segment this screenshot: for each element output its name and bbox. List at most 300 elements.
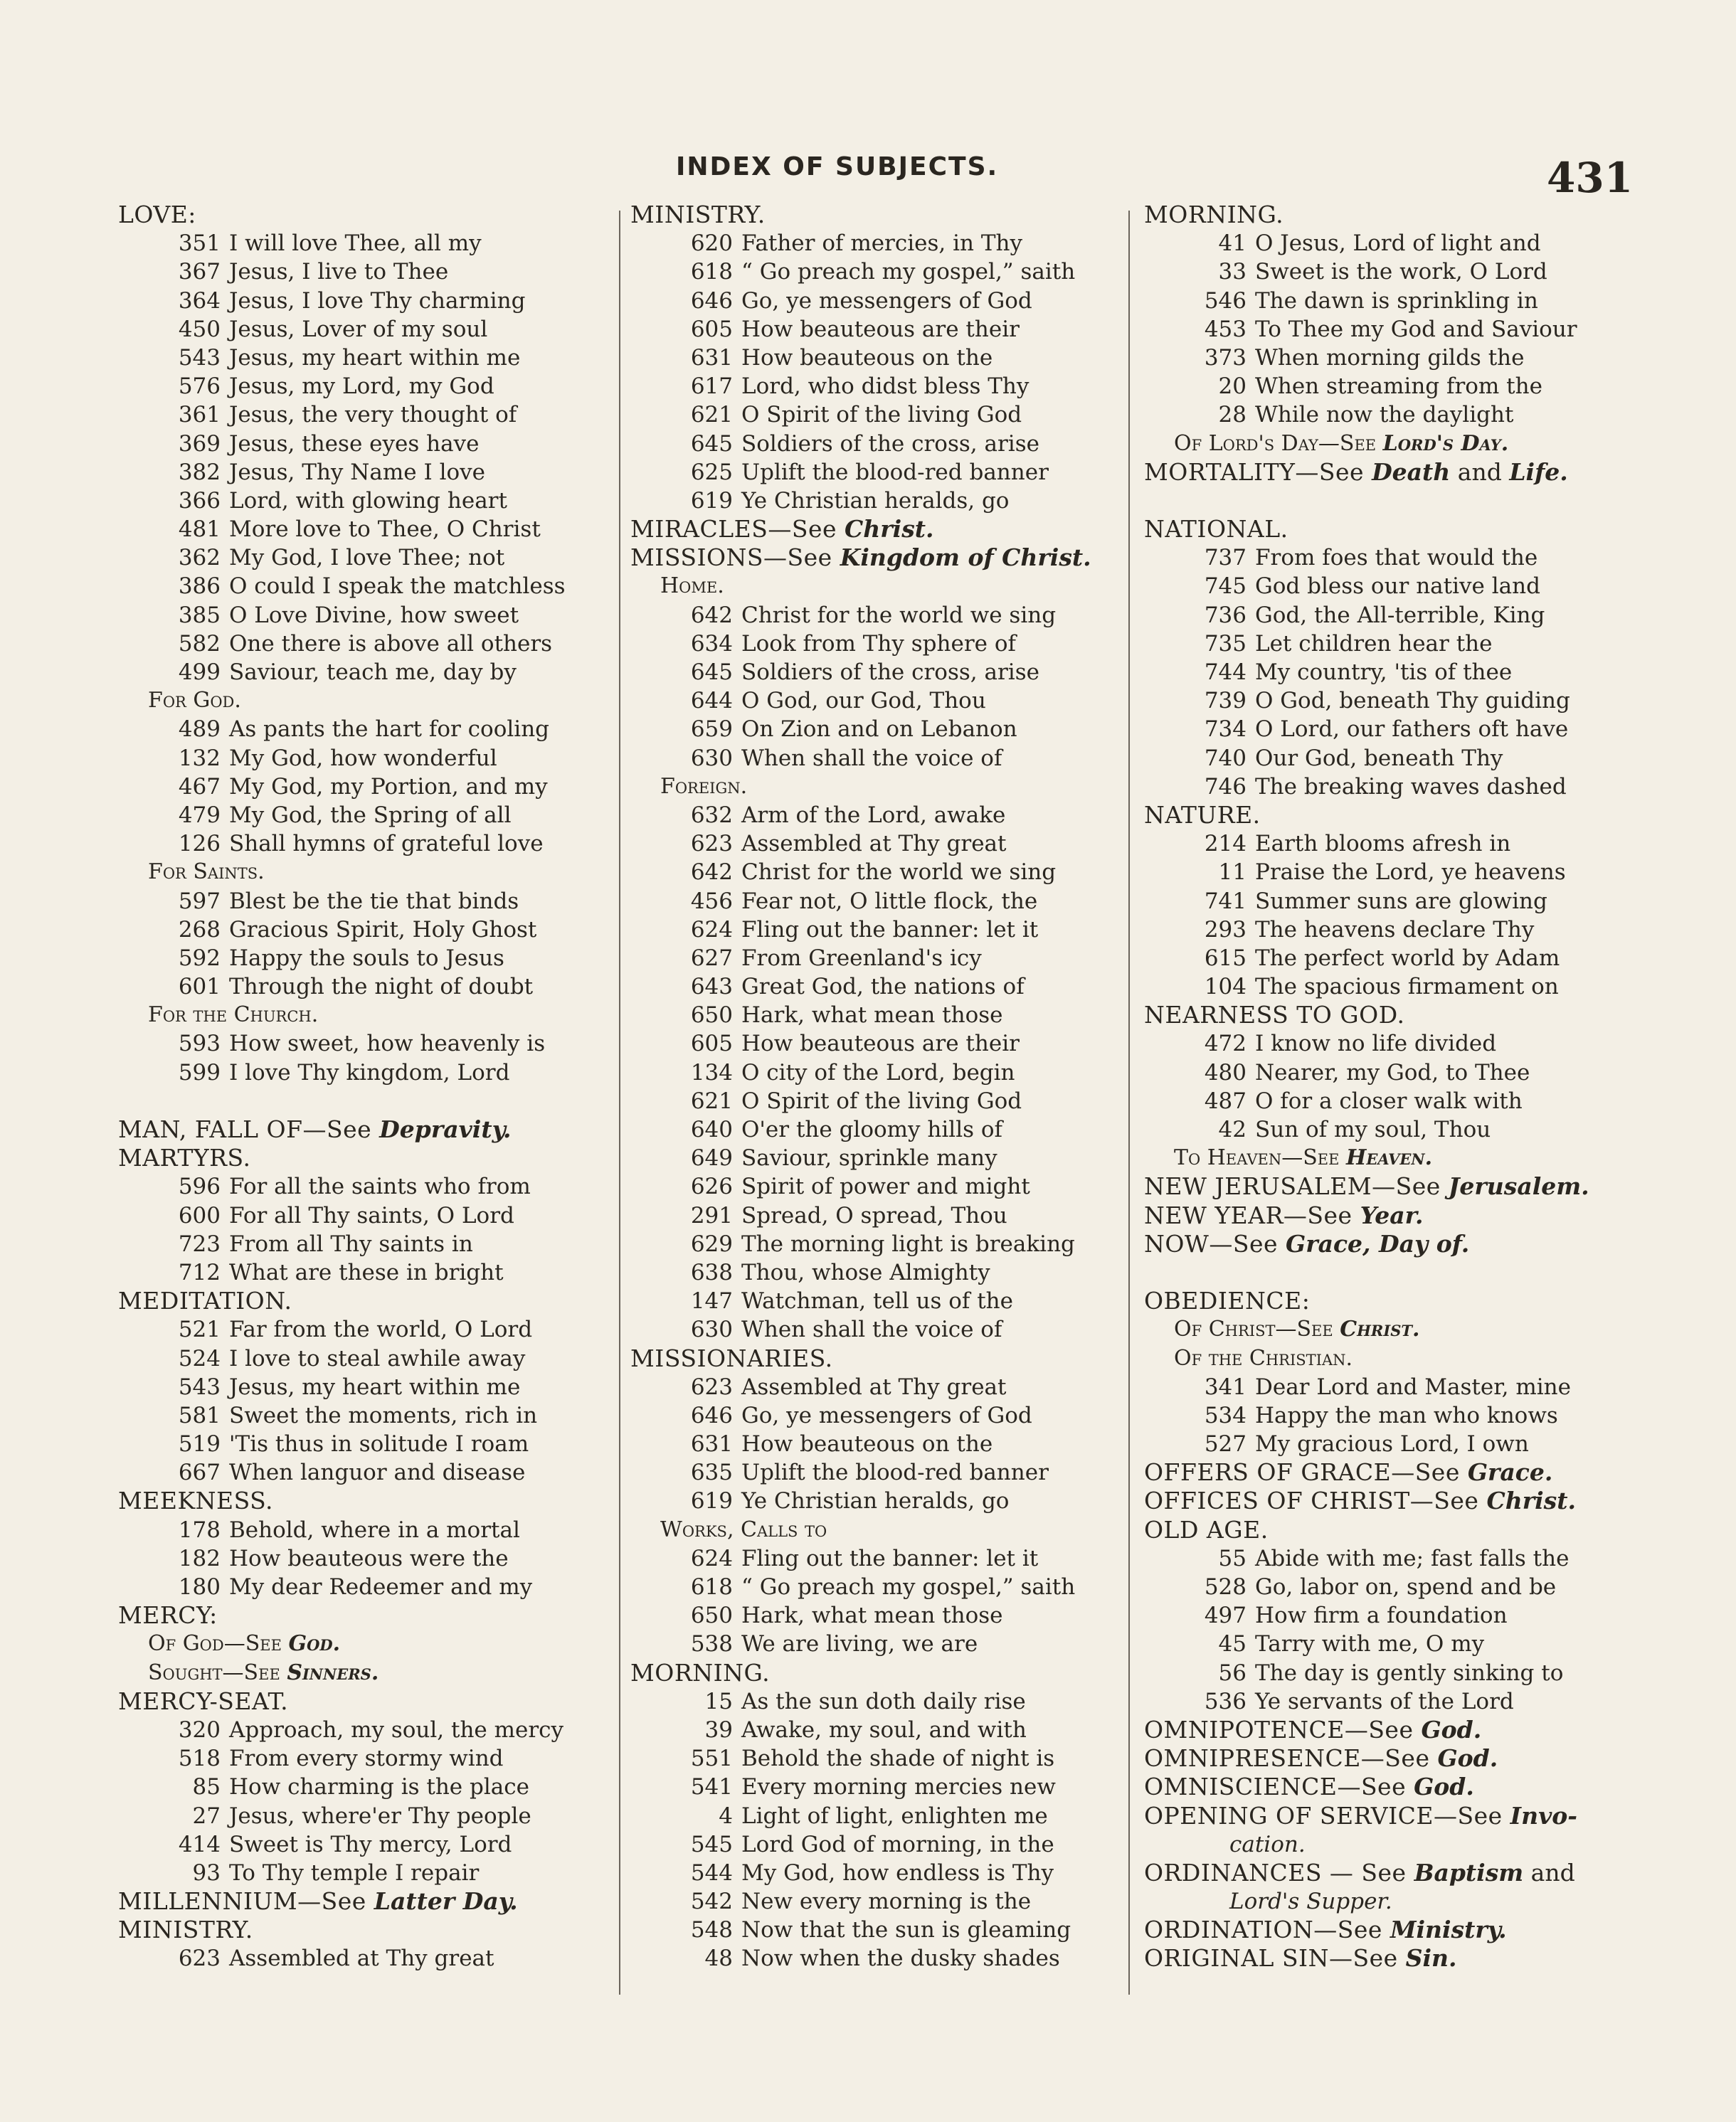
hymn-first-line: Jesus, my Lord, my God — [229, 373, 494, 400]
index-entry — [118, 601, 616, 630]
subject-heading — [118, 201, 616, 229]
hymn-number: 487 — [1204, 1088, 1247, 1114]
subject-label: MAN, FALL OF—See — [118, 1115, 380, 1143]
hymn-number: 659 — [690, 716, 733, 743]
index-entry — [630, 1059, 1128, 1087]
hymn-first-line: Sweet is Thy mercy, Lord — [229, 1831, 512, 1857]
spacer — [118, 1087, 616, 1115]
hymn-number: 741 — [1204, 888, 1247, 914]
hymn-number: 644 — [690, 688, 733, 714]
subject-heading — [1144, 1287, 1656, 1315]
hymn-first-line: My God, how wonderful — [229, 745, 497, 771]
hymn-first-line: O God, beneath Thy guiding — [1255, 688, 1570, 714]
index-entry — [630, 1315, 1128, 1344]
hymn-first-line: O Love Divine, how sweet — [229, 602, 519, 628]
index-entry — [118, 887, 616, 916]
hymn-first-line: Watchman, tell us of the — [741, 1288, 1013, 1315]
subheading — [118, 686, 616, 715]
index-entry — [118, 1516, 616, 1544]
hymn-first-line: Now when the dusky shades — [741, 1946, 1060, 1972]
hymn-number: 85 — [192, 1774, 221, 1800]
hymn-number: 27 — [192, 1803, 221, 1829]
hymn-first-line: Fling out the banner: let it — [741, 916, 1039, 943]
cross-reference-target: Kingdom of Christ. — [840, 543, 1091, 572]
hymn-first-line: Lord, with glowing heart — [229, 487, 507, 514]
cross-reference-joiner: and — [1450, 457, 1510, 486]
hymn-number: 619 — [690, 487, 733, 514]
hymn-first-line: While now the daylight — [1255, 402, 1514, 428]
subject-label: MIRACLES—See — [630, 515, 845, 543]
hymn-number: 667 — [178, 1460, 221, 1486]
subject-heading — [1144, 1201, 1656, 1230]
subject-heading — [118, 1144, 616, 1172]
subject-label: OBEDIENCE: — [1144, 1287, 1311, 1315]
hymn-number: 55 — [1218, 1545, 1247, 1571]
hymn-number: 617 — [690, 373, 733, 400]
index-entry — [630, 1944, 1128, 1973]
hymn-number: 576 — [178, 373, 221, 400]
index-entry — [118, 1315, 616, 1344]
hymn-first-line: Gracious Spirit, Holy Ghost — [229, 916, 537, 943]
hymn-number: 542 — [690, 1889, 733, 1915]
index-entry — [630, 315, 1128, 344]
subject-heading — [630, 515, 1128, 543]
hymn-first-line: To Thee my God and Saviour — [1255, 316, 1577, 342]
hymn-number: 643 — [690, 974, 733, 1000]
index-entry — [1144, 229, 1656, 258]
hymn-number: 11 — [1218, 859, 1247, 886]
hymn-number: 534 — [1204, 1402, 1247, 1428]
index-entry — [1144, 773, 1656, 801]
index-entry — [630, 1544, 1128, 1573]
subject-heading — [1144, 201, 1656, 229]
subject-label: OLD AGE. — [1144, 1515, 1269, 1544]
hymn-number: 650 — [690, 1002, 733, 1029]
subheading — [1144, 430, 1656, 458]
hymn-first-line: To Thy temple I repair — [229, 1860, 480, 1886]
subject-label: OMNISCIENCE—See — [1144, 1773, 1414, 1801]
hymn-number: 623 — [178, 1946, 221, 1972]
page-header — [0, 152, 1736, 202]
index-column-3 — [1144, 201, 1656, 1993]
hymn-number: 481 — [178, 516, 221, 543]
hymn-number: 618 — [690, 259, 733, 285]
index-entry — [1144, 658, 1656, 686]
hymn-number: 543 — [178, 344, 221, 371]
hymn-first-line: Go, ye messengers of God — [741, 1402, 1032, 1428]
hymn-number: 601 — [178, 974, 221, 1000]
subject-heading — [1144, 1001, 1656, 1029]
cross-reference-target: Invo- — [1510, 1801, 1577, 1830]
index-entry — [118, 1773, 616, 1801]
subject-label: MARTYRS. — [118, 1144, 251, 1172]
hymn-first-line: Sweet is the work, O Lord — [1255, 259, 1547, 285]
hymn-first-line: My God, I love Thee; not — [229, 545, 505, 571]
hymn-first-line: When morning gilds the — [1255, 344, 1525, 371]
hymn-first-line: Behold, where in a mortal — [229, 1517, 520, 1543]
index-entry — [1144, 1630, 1656, 1658]
hymn-first-line: Father of mercies, in Thy — [741, 230, 1023, 257]
cross-reference-target: Year. — [1360, 1201, 1424, 1229]
index-entry — [630, 1744, 1128, 1773]
subject-label: MISSIONS—See — [630, 543, 840, 572]
index-entry — [630, 601, 1128, 630]
hymn-number: 544 — [690, 1860, 733, 1886]
hymn-number: 341 — [1204, 1374, 1247, 1400]
index-entry — [630, 1716, 1128, 1744]
hymn-first-line: I love Thy kingdom, Lord — [229, 1059, 510, 1086]
subheading — [630, 773, 1128, 801]
hymn-number: 548 — [690, 1917, 733, 1943]
hymn-number: 48 — [704, 1946, 733, 1972]
cross-reference-target: Sin. — [1405, 1944, 1457, 1973]
hymn-first-line: Lord, who didst bless Thy — [741, 373, 1030, 400]
subject-label: OFFERS OF GRACE—See — [1144, 1458, 1468, 1487]
subject-label: OFFICES OF CHRIST—See — [1144, 1487, 1487, 1515]
cross-reference-target: Grace. — [1467, 1458, 1553, 1487]
index-entry — [630, 400, 1128, 429]
hymn-number: 541 — [690, 1774, 733, 1800]
hymn-first-line: How beauteous on the — [741, 1431, 993, 1458]
index-entry — [1144, 543, 1656, 572]
hymn-first-line: Spirit of power and might — [741, 1174, 1030, 1200]
cross-reference-target: cation. — [1229, 1831, 1306, 1857]
subheading-label: Works, Calls to — [660, 1517, 827, 1542]
hymn-first-line: The breaking waves dashed — [1255, 773, 1567, 800]
hymn-first-line: One there is above all others — [229, 630, 553, 657]
hymn-first-line: Through the night of doubt — [229, 974, 534, 1000]
hymn-number: 497 — [1204, 1603, 1247, 1629]
subject-label: MINISTRY. — [118, 1916, 253, 1944]
hymn-first-line: Ye Christian heralds, go — [741, 487, 1010, 514]
hymn-number: 93 — [192, 1860, 221, 1886]
hymn-number: 479 — [178, 802, 221, 828]
hymn-number: 33 — [1218, 259, 1247, 285]
index-entry — [630, 1087, 1128, 1115]
subheading-label: To Heaven—See — [1174, 1145, 1346, 1171]
hymn-number: 528 — [1204, 1574, 1247, 1600]
hymn-number: 618 — [690, 1574, 733, 1600]
index-entry — [1144, 686, 1656, 715]
hymn-first-line: Jesus, I live to Thee — [229, 259, 449, 285]
hymn-number: 620 — [690, 230, 733, 257]
index-entry — [630, 1258, 1128, 1287]
cross-reference-target: Grace, Day of. — [1286, 1229, 1470, 1258]
subject-heading — [1144, 1916, 1656, 1944]
hymn-number: 593 — [178, 1031, 221, 1057]
hymn-first-line: Summer suns are glowing — [1255, 888, 1547, 914]
hymn-number: 605 — [690, 316, 733, 342]
hymn-number: 361 — [178, 402, 221, 428]
hymn-number: 645 — [690, 430, 733, 457]
hymn-first-line: Fling out the banner: let it — [741, 1545, 1039, 1571]
index-entry — [118, 400, 616, 429]
hymn-number: 723 — [178, 1231, 221, 1257]
hymn-number: 382 — [178, 459, 221, 485]
index-entry — [630, 887, 1128, 916]
index-entry — [118, 543, 616, 572]
subheading — [1144, 1315, 1656, 1344]
index-entry — [118, 1944, 616, 1973]
hymn-first-line: Christ for the world we sing — [741, 602, 1057, 628]
hymn-first-line: From foes that would the — [1255, 545, 1538, 571]
hymn-first-line: O'er the gloomy hills of — [741, 1117, 1003, 1142]
index-entry — [118, 630, 616, 658]
hymn-number: 41 — [1218, 230, 1247, 257]
hymn-first-line: My dear Redeemer and my — [229, 1574, 533, 1600]
cross-reference-continuation — [1144, 1830, 1656, 1859]
hymn-first-line: From every stormy wind — [229, 1746, 504, 1772]
hymn-number: 293 — [1204, 916, 1247, 943]
cross-reference-target: God. — [1414, 1773, 1474, 1801]
cross-reference-target: Lord's Day. — [1382, 430, 1509, 456]
hymn-number: 366 — [178, 487, 221, 514]
hymn-first-line: Jesus, I love Thy charming — [229, 287, 526, 314]
index-entry — [118, 1802, 616, 1830]
index-entry — [1144, 1115, 1656, 1144]
cross-reference-target: Baptism — [1414, 1858, 1524, 1887]
subheading — [118, 1001, 616, 1029]
cross-reference-target: Death — [1372, 457, 1451, 486]
hymn-first-line: My God, the Spring of all — [229, 802, 512, 828]
hymn-first-line: The morning light is breaking — [741, 1231, 1075, 1257]
index-entry — [1144, 1029, 1656, 1058]
cross-reference-target: Ministry. — [1390, 1916, 1507, 1944]
hymn-first-line: We are living, we are — [741, 1631, 978, 1657]
index-entry — [118, 1716, 616, 1744]
index-entry — [118, 801, 616, 829]
hymn-number: 634 — [690, 630, 733, 657]
hymn-first-line: Every morning mercies new — [741, 1774, 1056, 1800]
hymn-first-line: Happy the souls to Jesus — [229, 945, 504, 971]
index-entry — [630, 1687, 1128, 1716]
hymn-number: 626 — [690, 1174, 733, 1200]
index-entry — [630, 829, 1128, 858]
hymn-number: 624 — [690, 916, 733, 943]
index-entry — [630, 372, 1128, 400]
subject-heading — [1144, 1487, 1656, 1515]
hymn-first-line: Sun of my soul, Thou — [1255, 1117, 1491, 1142]
hymn-number: 104 — [1204, 974, 1247, 1000]
index-entry — [630, 430, 1128, 458]
hymn-number: 386 — [178, 573, 221, 600]
subject-label: OMNIPRESENCE—See — [1144, 1744, 1438, 1773]
hymn-first-line: Saviour, sprinkle many — [741, 1145, 997, 1172]
index-entry — [630, 858, 1128, 886]
cross-reference-target: God. — [1437, 1744, 1498, 1773]
hymn-first-line: The spacious firmament on — [1255, 974, 1559, 1000]
hymn-number: 519 — [178, 1431, 221, 1458]
subject-heading — [1144, 1172, 1656, 1201]
index-entry — [630, 1887, 1128, 1916]
column-divider — [619, 211, 620, 1995]
subject-label: NATURE. — [1144, 800, 1261, 829]
index-entry — [118, 944, 616, 972]
hymn-first-line: Dear Lord and Master, mine — [1255, 1374, 1571, 1400]
index-entry — [1144, 744, 1656, 773]
index-entry — [1144, 887, 1656, 916]
hymn-first-line: Uplift the blood-red banner — [741, 459, 1049, 485]
index-entry — [630, 1144, 1128, 1172]
hymn-first-line: Ye servants of the Lord — [1255, 1688, 1514, 1714]
index-entry — [1144, 1659, 1656, 1687]
hymn-number: 182 — [178, 1545, 221, 1571]
index-entry — [630, 1573, 1128, 1601]
column-divider — [1128, 211, 1130, 1995]
hymn-first-line: I know no life divided — [1255, 1031, 1497, 1057]
hymn-first-line: Look from Thy sphere of — [741, 630, 1016, 657]
hymn-first-line: Jesus, these eyes have — [229, 430, 480, 457]
subheading — [1144, 1344, 1656, 1373]
hymn-first-line: O Lord, our fathers oft have — [1255, 716, 1569, 743]
index-entry — [1144, 1687, 1656, 1716]
cross-reference-continuation — [1144, 1887, 1656, 1916]
hymn-number: 132 — [178, 745, 221, 771]
index-entry — [630, 1859, 1128, 1887]
index-entry — [118, 487, 616, 515]
subheading-label: Foreign. — [660, 773, 748, 799]
subject-label: ORDINATION—See — [1144, 1916, 1390, 1944]
page-number: 431 — [1547, 154, 1634, 202]
hymn-first-line: God, the All-terrible, King — [1255, 602, 1545, 628]
index-entry — [1144, 1544, 1656, 1573]
hymn-number: 126 — [178, 831, 221, 857]
hymn-first-line: O Spirit of the living God — [741, 402, 1022, 428]
hymn-number: 320 — [178, 1717, 221, 1743]
subheading-label: Sought—See — [148, 1660, 287, 1685]
subject-heading — [1144, 1802, 1656, 1830]
index-entry — [118, 258, 616, 286]
hymn-first-line: From all Thy saints in — [229, 1231, 473, 1257]
hymn-number: 635 — [690, 1460, 733, 1486]
hymn-number: 600 — [178, 1202, 221, 1229]
hymn-first-line: My God, my Portion, and my — [229, 773, 548, 800]
hymn-first-line: Shall hymns of grateful love — [229, 831, 544, 857]
hymn-number: 734 — [1204, 716, 1247, 743]
hymn-first-line: Go, ye messengers of God — [741, 287, 1032, 314]
hymn-number: 538 — [690, 1631, 733, 1657]
subject-label: MORTALITY—See — [1144, 457, 1372, 486]
hymn-first-line: Hark, what mean those — [741, 1002, 1003, 1029]
cross-reference-target: Life. — [1509, 457, 1568, 486]
hymn-number: 214 — [1204, 831, 1247, 857]
hymn-number: 621 — [690, 1088, 733, 1114]
index-entry — [1144, 315, 1656, 344]
index-entry — [118, 287, 616, 315]
subject-label: NEARNESS TO GOD. — [1144, 1001, 1405, 1029]
index-entry — [118, 344, 616, 372]
hymn-first-line: Arm of the Lord, awake — [741, 802, 1006, 828]
hymn-first-line: Spread, O spread, Thou — [741, 1202, 1007, 1229]
hymn-number: 623 — [690, 1374, 733, 1400]
subject-heading — [118, 1115, 616, 1144]
index-entry — [630, 1115, 1128, 1144]
subject-label: MERCY: — [118, 1601, 218, 1630]
index-entry — [630, 1630, 1128, 1658]
hymn-first-line: The heavens declare Thy — [1255, 916, 1535, 943]
hymn-number: 746 — [1204, 773, 1247, 800]
hymn-number: 615 — [1204, 945, 1247, 971]
hymn-first-line: When streaming from the — [1255, 373, 1542, 400]
index-entry — [118, 1430, 616, 1458]
hymn-number: 630 — [690, 745, 733, 771]
hymn-number: 629 — [690, 1231, 733, 1257]
hymn-number: 630 — [690, 1317, 733, 1343]
subheading — [1144, 1144, 1656, 1172]
hymn-number: 740 — [1204, 745, 1247, 771]
hymn-first-line: I love to steal awhile away — [229, 1345, 526, 1372]
hymn-first-line: Earth blooms afresh in — [1255, 831, 1511, 857]
subject-label: LOVE: — [118, 201, 196, 228]
index-entry — [118, 229, 616, 258]
subject-heading — [1144, 1516, 1656, 1544]
subject-heading — [1144, 801, 1656, 829]
hymn-number: 15 — [704, 1688, 733, 1714]
index-entry — [1144, 1373, 1656, 1401]
hymn-number: 450 — [178, 316, 221, 342]
hymn-first-line: Behold the shade of night is — [741, 1746, 1055, 1772]
index-entry — [1144, 1087, 1656, 1115]
hymn-number: 627 — [690, 945, 733, 971]
subject-label: OPENING OF SERVICE—See — [1144, 1801, 1510, 1830]
hymn-first-line: God bless our native land — [1255, 573, 1540, 600]
hymn-number: 642 — [690, 602, 733, 628]
cross-reference-target: Jerusalem. — [1448, 1172, 1589, 1201]
cross-reference-target: Sinners. — [287, 1660, 379, 1685]
hymn-number: 645 — [690, 659, 733, 685]
cross-reference-target: Christ. — [845, 515, 934, 543]
subject-heading — [118, 1601, 616, 1630]
index-entry — [630, 1029, 1128, 1058]
index-entry — [630, 1802, 1128, 1830]
cross-reference-target: Heaven. — [1346, 1145, 1433, 1171]
index-entry — [1144, 972, 1656, 1001]
hymn-number: 619 — [690, 1488, 733, 1514]
hymn-number: 545 — [690, 1831, 733, 1857]
hymn-first-line: Jesus, my heart within me — [229, 344, 521, 371]
hymn-first-line: When languor and disease — [229, 1460, 526, 1486]
subject-heading — [118, 1916, 616, 1944]
subheading — [118, 858, 616, 886]
hymn-number: 592 — [178, 945, 221, 971]
hymn-first-line: Assembled at Thy great — [741, 1374, 1007, 1400]
subject-heading — [118, 1487, 616, 1515]
hymn-first-line: My gracious Lord, I own — [1255, 1431, 1529, 1458]
hymn-first-line: Saviour, teach me, day by — [229, 659, 517, 685]
index-entry — [630, 1430, 1128, 1458]
index-entry — [118, 1830, 616, 1859]
subheading — [118, 1630, 616, 1658]
index-entry — [630, 686, 1128, 715]
hymn-number: 28 — [1218, 402, 1247, 428]
hymn-number: 527 — [1204, 1431, 1247, 1458]
subject-heading — [1144, 1944, 1656, 1973]
hymn-number: 737 — [1204, 545, 1247, 571]
index-entry — [1144, 944, 1656, 972]
hymn-first-line: Our God, beneath Thy — [1255, 745, 1503, 771]
index-entry — [630, 744, 1128, 773]
index-entry — [630, 1487, 1128, 1515]
cross-reference-target: Depravity. — [379, 1115, 512, 1143]
hymn-number: 456 — [690, 888, 733, 914]
index-entry — [630, 1916, 1128, 1944]
hymn-first-line: What are these in bright — [229, 1259, 504, 1285]
subject-label: MORNING. — [1144, 201, 1284, 228]
hymn-first-line: Christ for the world we sing — [741, 859, 1057, 886]
hymn-first-line: How sweet, how heavenly is — [229, 1031, 546, 1057]
hymn-first-line: Abide with me; fast falls the — [1255, 1545, 1570, 1571]
hymn-first-line: On Zion and on Lebanon — [741, 716, 1017, 743]
